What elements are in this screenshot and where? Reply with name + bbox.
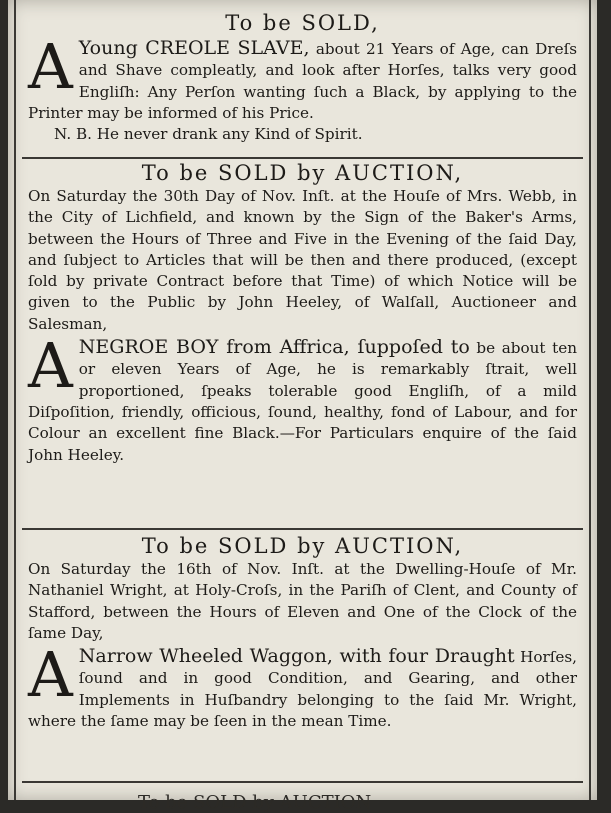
divider-3 <box>22 781 583 783</box>
advertisement-negroe-boy <box>28 160 577 466</box>
divider-2 <box>22 528 583 530</box>
advertisement-creole-slave <box>28 10 577 145</box>
ad1-body: about 21 Years of Age, can Dreſs and Shave compleatly, and look after Horſes, talks very good Engliſh: Any Perſon wanting ſuch a Black, by applying to the Printer may be informed of his Price. <box>28 40 577 122</box>
ad1-text <box>28 30 577 124</box>
ad2-text <box>28 329 577 466</box>
cut-off-heading: To be SOLD by AUCTION <box>138 792 372 813</box>
ad3-intro: On Saturday the 16th of Nov. Inſt. at the Dwelling-Houſe of Mr. Nathaniel Wright, at Holy-Croſs, in the Pariſh of Clent, and County of Stafford, between the Hours of Eleven and One of the Clock of the ſame Day, <box>28 560 577 642</box>
ad2-dropcap: A <box>28 329 73 403</box>
ad1-dropcap: A <box>28 30 73 103</box>
ad2-heading: To be SOLD by AUCTION, <box>141 161 464 185</box>
ad2-body: be about ten or eleven Years of Age, he is remarkably ſtrait, well proportioned, ſpeaks tolerable good Engliſh, of a mild Diſpoſition, friendly, officious, ſound, healthy, fond of Labour, and for Colour an excellent fine Black.—For Particulars enquire of the ſaid John Heeley. <box>28 339 577 464</box>
ad3-lead: Narrow Wheeled Waggon, with four Draught <box>78 645 515 668</box>
right-border <box>589 0 591 800</box>
divider-1 <box>22 157 583 159</box>
ad3-heading: To be SOLD by AUCTION, <box>141 534 464 558</box>
left-border <box>14 0 16 800</box>
ad1-note: N. B. He never drank any Kind of Spirit. <box>54 125 363 144</box>
ad3-dropcap: A <box>28 638 73 712</box>
ad3-text <box>28 638 578 732</box>
ad3-body: Horſes, ſound and in good Condition, and Gearing, and other Implements in Huſbandry belonging to the ſaid Mr. Wright, where the ſame may be ſeen in the mean Time. <box>28 648 578 731</box>
newspaper-page <box>8 0 597 813</box>
ad1-heading: To be SOLD, <box>225 11 380 35</box>
ad2-lead: NEGROE BOY from Affrica, ſuppoſed to <box>78 336 470 359</box>
advertisement-waggon <box>28 533 577 732</box>
ad2-intro: On Saturday the 30th Day of Nov. Inſt. at the Houſe of Mrs. Webb, in the City of Lichfield, and known by the Sign of the Baker's Arms, between the Hours of Three and Five in the Evening of the ſaid Day, and ſubject to Articles that will be then and there produced, (except ſold by private Contract before that Time) of which Notice will be given to the Public by John Heeley, of Walſall, Auctioneer and Salesman, <box>28 187 577 333</box>
ad1-lead: Young CREOLE SLAVE, <box>78 37 310 59</box>
